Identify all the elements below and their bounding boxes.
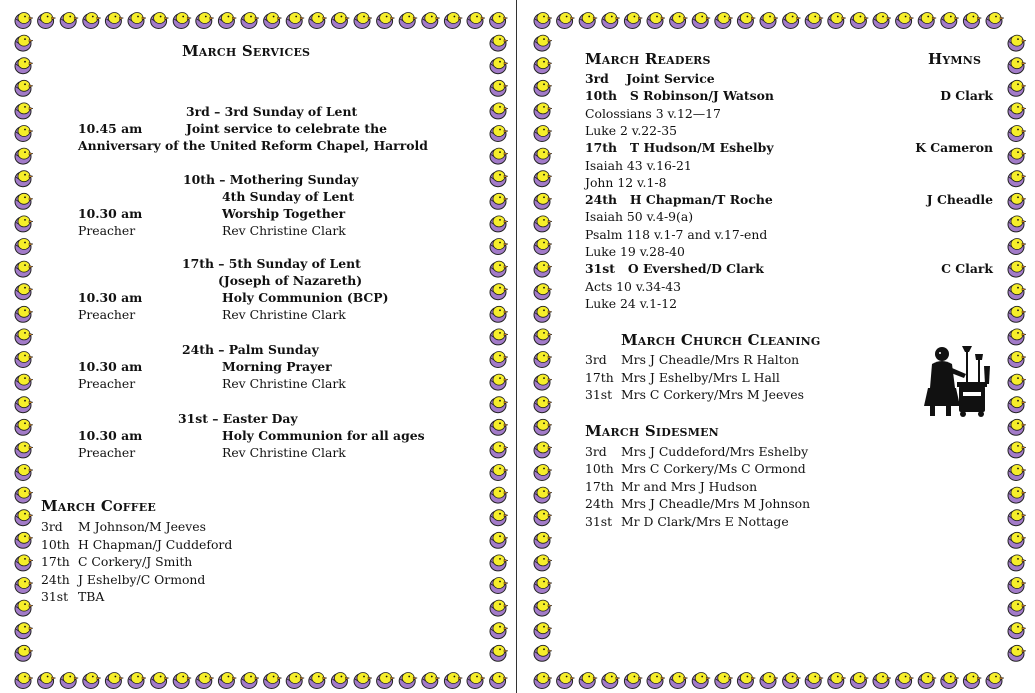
easter-egg-chick-icon (490, 171, 508, 187)
easter-egg-chick-icon (490, 532, 508, 548)
easter-egg-chick-icon (490, 374, 508, 390)
easter-egg-chick-icon (490, 193, 508, 209)
easter-egg-chick-icon (1008, 645, 1026, 661)
easter-egg-chick-icon (534, 374, 552, 390)
service-heading: 31st – Easter Day (178, 411, 298, 426)
easter-egg-chick-icon (1008, 623, 1026, 639)
easter-egg-chick-icon (534, 555, 552, 571)
easter-egg-chick-icon (83, 673, 101, 689)
easter-egg-chick-icon (15, 35, 33, 51)
readers-row (585, 278, 993, 295)
sidesmen-date: 31st (585, 514, 613, 529)
service-detail: Joint service to celebrate the (186, 121, 387, 136)
easter-egg-chick-icon (15, 374, 33, 390)
reader-text: 24th H Chapman/T Roche (585, 192, 773, 208)
easter-egg-chick-icon (896, 673, 914, 689)
reader-text: Isaiah 43 v.16-21 (585, 157, 692, 173)
service-name: Worship Together (222, 206, 346, 221)
easter-egg-chick-icon (941, 13, 959, 29)
sidesmen-names: Mr and Mrs J Hudson (621, 479, 758, 494)
easter-egg-chick-icon (1008, 284, 1026, 300)
easter-egg-chick-icon (1008, 329, 1026, 345)
readers-row (585, 157, 993, 174)
easter-egg-chick-icon (15, 465, 33, 481)
easter-egg-chick-icon (534, 58, 552, 74)
easter-egg-chick-icon (850, 673, 868, 689)
easter-egg-chick-icon (490, 352, 508, 368)
easter-egg-chick-icon (105, 13, 123, 29)
easter-egg-chick-icon (15, 623, 33, 639)
preacher-name: Rev Christine Clark (222, 307, 346, 322)
easter-egg-chick-icon (534, 623, 552, 639)
cleaning-names: Mrs J Cheadle/Mrs R Halton (621, 352, 800, 367)
easter-egg-chick-icon (490, 13, 508, 29)
easter-egg-chick-icon (15, 397, 33, 413)
easter-egg-chick-icon (15, 80, 33, 96)
easter-egg-chick-icon (286, 673, 304, 689)
services-title: March Services (182, 42, 311, 60)
readers-title: March Readers (585, 50, 711, 68)
easter-egg-chick-icon (38, 673, 56, 689)
sidesmen-names: Mrs C Corkery/Ms C Ormond (621, 461, 806, 476)
easter-egg-chick-icon (557, 673, 575, 689)
easter-egg-chick-icon (15, 442, 33, 458)
easter-egg-chick-icon (828, 13, 846, 29)
easter-egg-chick-icon (354, 13, 372, 29)
easter-egg-chick-icon (534, 80, 552, 96)
easter-egg-chick-icon (896, 13, 914, 29)
easter-egg-chick-icon (783, 13, 801, 29)
easter-egg-chick-icon (534, 103, 552, 119)
reader-text: Colossians 3 v.12—17 (585, 105, 721, 121)
easter-egg-chick-icon (105, 673, 123, 689)
easter-egg-chick-icon (15, 578, 33, 594)
cleaning-title: March Church Cleaning (621, 331, 821, 349)
coffee-names: H Chapman/J Cuddeford (78, 537, 233, 552)
reader-text: 31st O Evershed/D Clark (585, 261, 764, 277)
easter-egg-chick-icon (15, 103, 33, 119)
easter-egg-chick-icon (534, 645, 552, 661)
easter-egg-chick-icon (467, 673, 485, 689)
reader-text: 17th T Hudson/M Eshelby (585, 140, 774, 156)
sidesmen-title: March Sidesmen (585, 422, 719, 440)
easter-egg-chick-icon (490, 510, 508, 526)
easter-egg-chick-icon (309, 13, 327, 29)
easter-egg-chick-icon (173, 673, 191, 689)
easter-egg-chick-icon (331, 673, 349, 689)
easter-egg-chick-icon (692, 673, 710, 689)
easter-egg-chick-icon (490, 148, 508, 164)
easter-egg-chick-icon (534, 216, 552, 232)
coffee-names: C Corkery/J Smith (78, 554, 193, 569)
easter-egg-chick-icon (15, 261, 33, 277)
easter-egg-chick-icon (534, 419, 552, 435)
easter-egg-chick-icon (760, 673, 778, 689)
easter-egg-chick-icon (850, 13, 868, 29)
service-subheading: (Joseph of Nazareth) (218, 273, 363, 288)
easter-egg-chick-icon (490, 80, 508, 96)
easter-egg-chick-icon (15, 600, 33, 616)
easter-egg-chick-icon (534, 239, 552, 255)
easter-egg-chick-icon (1008, 397, 1026, 413)
service-time: 10.30 am (78, 359, 143, 374)
coffee-date: 24th (41, 572, 70, 587)
easter-egg-chick-icon (490, 442, 508, 458)
easter-egg-chick-icon (715, 13, 733, 29)
reader-text: Acts 10 v.34-43 (585, 278, 682, 294)
reader-text: 10th S Robinson/J Watson (585, 88, 774, 104)
easter-egg-chick-icon (941, 673, 959, 689)
easter-egg-chick-icon (534, 126, 552, 142)
easter-egg-chick-icon (354, 673, 372, 689)
easter-egg-chick-icon (1008, 600, 1026, 616)
hymn-name: K Cameron (915, 140, 993, 156)
easter-egg-chick-icon (218, 673, 236, 689)
easter-egg-chick-icon (15, 306, 33, 322)
easter-egg-chick-icon (557, 13, 575, 29)
preacher-name: Rev Christine Clark (222, 445, 346, 460)
easter-egg-chick-icon (1008, 103, 1026, 119)
easter-egg-chick-icon (490, 645, 508, 661)
easter-egg-chick-icon (15, 673, 33, 689)
easter-egg-chick-icon (128, 13, 146, 29)
easter-egg-chick-icon (534, 352, 552, 368)
easter-egg-chick-icon (737, 673, 755, 689)
easter-egg-chick-icon (196, 673, 214, 689)
easter-egg-chick-icon (15, 532, 33, 548)
easter-egg-chick-icon (828, 673, 846, 689)
readers-row (585, 122, 993, 139)
preacher-name: Rev Christine Clark (222, 376, 346, 391)
easter-egg-chick-icon (1008, 419, 1026, 435)
service-time: 10.30 am (78, 290, 143, 305)
easter-egg-chick-icon (241, 13, 259, 29)
easter-egg-chick-icon (534, 578, 552, 594)
easter-egg-chick-icon (15, 329, 33, 345)
easter-egg-chick-icon (309, 673, 327, 689)
easter-egg-chick-icon (15, 216, 33, 232)
easter-egg-chick-icon (83, 13, 101, 29)
service-heading: 10th – Mothering Sunday (183, 172, 359, 187)
easter-egg-chick-icon (805, 673, 823, 689)
easter-egg-chick-icon (873, 13, 891, 29)
service-name: Morning Prayer (222, 359, 332, 374)
easter-egg-chick-icon (1008, 239, 1026, 255)
readers-row (585, 105, 993, 122)
easter-egg-chick-icon (918, 673, 936, 689)
easter-egg-chick-icon (670, 13, 688, 29)
easter-egg-chick-icon (1008, 58, 1026, 74)
cleaning-date: 17th (585, 370, 614, 385)
easter-egg-chick-icon (1008, 442, 1026, 458)
easter-egg-chick-icon (490, 419, 508, 435)
hymn-name: J Cheadle (926, 192, 993, 208)
preacher-label: Preacher (78, 307, 136, 322)
easter-egg-chick-icon (715, 673, 733, 689)
cleaning-date: 31st (585, 387, 613, 402)
coffee-date: 10th (41, 537, 70, 552)
easter-egg-chick-icon (1008, 510, 1026, 526)
easter-egg-chick-icon (15, 239, 33, 255)
page-fold-line (516, 0, 517, 693)
reader-text: Luke 2 v.22-35 (585, 122, 677, 138)
easter-egg-chick-icon (490, 261, 508, 277)
sidesmen-names: Mrs J Cheadle/Mrs M Johnson (621, 496, 811, 511)
easter-egg-chick-icon (670, 673, 688, 689)
easter-egg-chick-icon (602, 13, 620, 29)
coffee-names: J Eshelby/C Ormond (78, 572, 206, 587)
service-detail: Anniversary of the United Reform Chapel, Harrold (78, 138, 428, 153)
easter-egg-chick-icon (38, 13, 56, 29)
easter-egg-chick-icon (60, 673, 78, 689)
easter-egg-chick-icon (490, 216, 508, 232)
easter-egg-chick-icon (534, 261, 552, 277)
easter-egg-chick-icon (534, 193, 552, 209)
easter-egg-chick-icon (60, 13, 78, 29)
cleaning-names: Mrs C Corkery/Mrs M Jeeves (621, 387, 804, 402)
easter-egg-chick-icon (986, 13, 1004, 29)
reader-text: John 12 v.1-8 (585, 174, 667, 190)
sidesmen-date: 10th (585, 461, 614, 476)
easter-egg-chick-icon (15, 487, 33, 503)
easter-egg-chick-icon (128, 673, 146, 689)
easter-egg-chick-icon (534, 171, 552, 187)
easter-egg-chick-icon (444, 673, 462, 689)
easter-egg-chick-icon (534, 673, 552, 689)
service-subheading: 4th Sunday of Lent (222, 189, 355, 204)
easter-egg-chick-icon (624, 673, 642, 689)
easter-egg-chick-icon (1008, 148, 1026, 164)
coffee-date: 3rd (41, 519, 63, 534)
coffee-title: March Coffee (41, 497, 156, 515)
easter-egg-chick-icon (399, 673, 417, 689)
easter-egg-chick-icon (534, 35, 552, 51)
easter-egg-chick-icon (918, 13, 936, 29)
easter-egg-chick-icon (1008, 487, 1026, 503)
easter-egg-chick-icon (196, 13, 214, 29)
easter-egg-chick-icon (377, 673, 395, 689)
easter-egg-chick-icon (490, 329, 508, 345)
easter-egg-chick-icon (1008, 261, 1026, 277)
easter-egg-chick-icon (15, 352, 33, 368)
reader-text: Isaiah 50 v.4-9(a) (585, 209, 694, 225)
easter-egg-chick-icon (534, 465, 552, 481)
easter-egg-chick-icon (490, 600, 508, 616)
easter-egg-chick-icon (15, 126, 33, 142)
easter-egg-chick-icon (1008, 171, 1026, 187)
service-heading: 24th – Palm Sunday (182, 342, 319, 357)
reader-text: Luke 19 v.28-40 (585, 244, 685, 259)
easter-egg-chick-icon (173, 13, 191, 29)
readers-row (585, 87, 993, 104)
easter-egg-chick-icon (1008, 126, 1026, 142)
easter-egg-chick-icon (1008, 532, 1026, 548)
easter-egg-chick-icon (647, 673, 665, 689)
coffee-date: 31st (41, 589, 69, 604)
easter-egg-chick-icon (534, 600, 552, 616)
readers-row (585, 191, 993, 208)
easter-egg-chick-icon (399, 13, 417, 29)
easter-egg-chick-icon (15, 510, 33, 526)
reader-text: Luke 24 v.1-12 (585, 295, 677, 311)
easter-egg-chick-icon (151, 673, 169, 689)
service-heading: 17th – 5th Sunday of Lent (182, 256, 361, 271)
easter-egg-chick-icon (490, 306, 508, 322)
easter-egg-chick-icon (1008, 193, 1026, 209)
easter-egg-chick-icon (534, 442, 552, 458)
easter-egg-chick-icon (1008, 35, 1026, 51)
service-time: 10.45 am (78, 121, 143, 136)
easter-egg-chick-icon (534, 13, 552, 29)
easter-egg-chick-icon (490, 623, 508, 639)
easter-egg-chick-icon (647, 13, 665, 29)
easter-egg-chick-icon (760, 13, 778, 29)
cleaning-names: Mrs J Eshelby/Mrs L Hall (621, 370, 780, 385)
easter-egg-chick-icon (692, 13, 710, 29)
easter-egg-chick-icon (490, 58, 508, 74)
reader-text: 3rd Joint Service (585, 71, 715, 86)
easter-egg-chick-icon (873, 673, 891, 689)
easter-egg-chick-icon (15, 58, 33, 74)
easter-egg-chick-icon (1008, 216, 1026, 232)
easter-egg-chick-icon (490, 397, 508, 413)
easter-egg-chick-icon (579, 13, 597, 29)
easter-egg-chick-icon (15, 645, 33, 661)
service-name: Holy Communion (BCP) (222, 290, 389, 305)
preacher-label: Preacher (78, 223, 136, 238)
service-time: 10.30 am (78, 206, 143, 221)
sidesmen-names: Mr D Clark/Mrs E Nottage (621, 514, 789, 529)
easter-egg-chick-icon (490, 465, 508, 481)
easter-egg-chick-icon (1008, 465, 1026, 481)
easter-egg-chick-icon (1008, 80, 1026, 96)
easter-egg-chick-icon (534, 148, 552, 164)
easter-egg-chick-icon (241, 673, 259, 689)
readers-row (585, 208, 993, 225)
hymn-name: D Clark (940, 88, 993, 104)
easter-egg-chick-icon (805, 13, 823, 29)
easter-egg-chick-icon (783, 673, 801, 689)
readers-row (585, 260, 993, 277)
easter-egg-chick-icon (490, 487, 508, 503)
easter-egg-chick-icon (490, 555, 508, 571)
easter-egg-chick-icon (490, 103, 508, 119)
easter-egg-chick-icon (1008, 374, 1026, 390)
easter-egg-chick-icon (15, 284, 33, 300)
easter-egg-chick-icon (218, 13, 236, 29)
easter-egg-chick-icon (15, 171, 33, 187)
easter-egg-chick-icon (286, 13, 304, 29)
coffee-names: M Johnson/M Jeeves (78, 519, 206, 534)
easter-egg-chick-icon (264, 13, 282, 29)
easter-egg-chick-icon (1008, 555, 1026, 571)
easter-egg-chick-icon (534, 532, 552, 548)
easter-egg-chick-icon (534, 397, 552, 413)
easter-egg-chick-icon (467, 13, 485, 29)
preacher-name: Rev Christine Clark (222, 223, 346, 238)
cleaner-with-trolley-icon (922, 344, 994, 418)
preacher-label: Preacher (78, 445, 136, 460)
easter-egg-chick-icon (624, 13, 642, 29)
service-time: 10.30 am (78, 428, 143, 443)
coffee-date: 17th (41, 554, 70, 569)
easter-egg-chick-icon (963, 673, 981, 689)
easter-egg-chick-icon (534, 306, 552, 322)
easter-egg-chick-icon (15, 193, 33, 209)
easter-egg-chick-icon (490, 35, 508, 51)
service-heading: 3rd – 3rd Sunday of Lent (186, 104, 358, 119)
easter-egg-chick-icon (490, 239, 508, 255)
easter-egg-chick-icon (963, 13, 981, 29)
readers-row (585, 226, 993, 243)
sidesmen-date: 3rd (585, 444, 607, 459)
easter-egg-chick-icon (534, 487, 552, 503)
readers-row (585, 174, 993, 191)
easter-egg-chick-icon (151, 13, 169, 29)
easter-egg-chick-icon (490, 126, 508, 142)
easter-egg-chick-icon (15, 419, 33, 435)
easter-egg-chick-icon (15, 148, 33, 164)
readers-row (585, 70, 993, 87)
easter-egg-chick-icon (331, 13, 349, 29)
easter-egg-chick-icon (602, 673, 620, 689)
reader-text: Psalm 118 v.1-7 and v.17-end (585, 226, 768, 242)
easter-egg-chick-icon (534, 329, 552, 345)
easter-egg-chick-icon (422, 13, 440, 29)
cleaning-date: 3rd (585, 352, 607, 367)
easter-egg-chick-icon (737, 13, 755, 29)
easter-egg-chick-icon (986, 673, 1004, 689)
sidesmen-names: Mrs J Cuddeford/Mrs Eshelby (621, 444, 809, 459)
easter-egg-chick-icon (15, 13, 33, 29)
easter-egg-chick-icon (15, 555, 33, 571)
easter-egg-chick-icon (264, 673, 282, 689)
readers-row (585, 139, 993, 156)
easter-egg-chick-icon (422, 673, 440, 689)
easter-egg-chick-icon (1008, 352, 1026, 368)
coffee-names: TBA (78, 589, 105, 604)
sidesmen-date: 24th (585, 496, 614, 511)
easter-egg-chick-icon (490, 673, 508, 689)
hymn-name: C Clark (941, 261, 993, 277)
easter-egg-chick-icon (1008, 306, 1026, 322)
service-name: Holy Communion for all ages (222, 428, 425, 443)
easter-egg-chick-icon (534, 510, 552, 526)
easter-egg-chick-icon (444, 13, 462, 29)
sidesmen-date: 17th (585, 479, 614, 494)
hymns-title: Hymns (928, 50, 982, 68)
easter-egg-chick-icon (579, 673, 597, 689)
easter-egg-chick-icon (490, 284, 508, 300)
readers-row (585, 295, 993, 312)
easter-egg-chick-icon (534, 284, 552, 300)
preacher-label: Preacher (78, 376, 136, 391)
readers-row (585, 243, 993, 260)
easter-egg-chick-icon (377, 13, 395, 29)
easter-egg-chick-icon (1008, 578, 1026, 594)
easter-egg-chick-icon (490, 578, 508, 594)
